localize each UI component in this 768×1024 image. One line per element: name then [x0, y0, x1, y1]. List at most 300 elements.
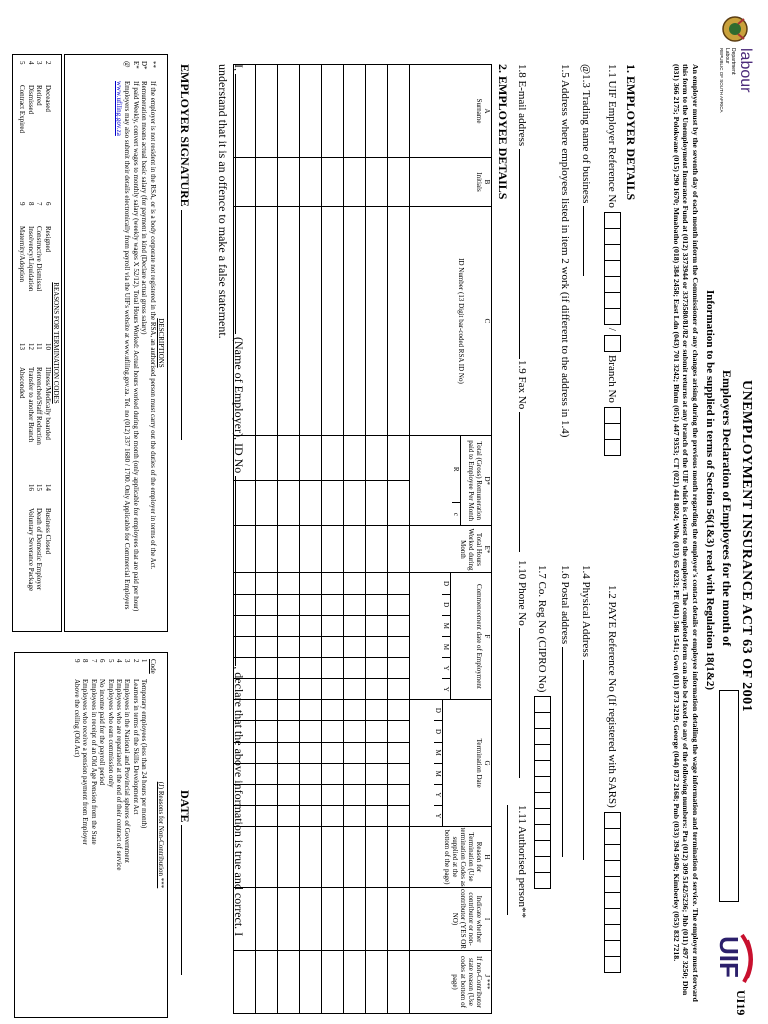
descriptions-title: DESCRIPTIONS [157, 318, 165, 368]
description-item [148, 61, 156, 625]
subtitle: Information to be supplied in terms of Section 56(1&3) read with Regulation 18(1&2) [704, 290, 716, 691]
termination-code-text: Business Closed [43, 508, 52, 555]
employee-cell[interactable] [300, 207, 322, 436]
physical-address-input[interactable] [583, 660, 584, 860]
termination-codes-grid [18, 61, 52, 625]
termination-code-text: Retrenched/Staff Reduction [35, 367, 44, 445]
termination-code-text: Contract Expired [18, 85, 27, 134]
employee-cell[interactable] [300, 700, 322, 721]
declaration-i: I, [232, 64, 246, 71]
employee-cell[interactable] [300, 763, 322, 784]
employee-cell[interactable] [256, 888, 278, 951]
employee-cell[interactable] [388, 65, 410, 158]
employee-cell[interactable] [256, 594, 278, 615]
employee-cell[interactable] [300, 158, 322, 207]
employee-cell[interactable] [278, 207, 300, 436]
noncontrib-code [106, 659, 114, 1011]
employee-cell[interactable] [256, 436, 278, 481]
employer-name-input[interactable] [235, 74, 236, 334]
employee-cell[interactable] [278, 658, 300, 679]
termination-code-number: 3 [35, 61, 44, 65]
branch-boxes[interactable] [604, 407, 621, 455]
description-mark: E* [131, 61, 140, 69]
termination-code-text: Absconded [18, 367, 27, 399]
uif-ref-slash: / [606, 327, 619, 331]
descriptions-list [115, 61, 157, 625]
physical-address-label: 1.4 Physical Address [580, 565, 592, 657]
noncontrib-code-text: Employees who receive a pension payment from Employer [81, 679, 90, 845]
employee-cell[interactable] [322, 721, 344, 742]
employee-cell[interactable] [388, 784, 410, 805]
noncontrib-code-text: No income paid for the payroll period [98, 679, 107, 786]
uif-logo-text: UIF [714, 936, 744, 978]
labour-logo-sub2: Labour [724, 48, 730, 64]
employee-cell[interactable] [322, 827, 344, 888]
employee-cell[interactable] [256, 526, 278, 573]
noncontrib-code-number: 1 [140, 659, 149, 663]
col-hours-header: E* Total Hours Worked during Month [410, 526, 492, 573]
noncontrib-code [89, 659, 97, 1011]
employee-cell[interactable] [300, 721, 322, 742]
employee-cell[interactable] [300, 827, 322, 888]
employee-cell[interactable] [388, 615, 410, 636]
employee-cell[interactable] [388, 827, 410, 888]
employee-cell[interactable] [278, 763, 300, 784]
employee-cell[interactable] [322, 615, 344, 636]
col-contributor-header: I Indicate whether contributor or non-contributor (YES OR NO) [410, 888, 492, 951]
phone-input[interactable] [519, 628, 520, 778]
employee-cell[interactable] [344, 615, 366, 636]
employee-cell[interactable] [344, 436, 366, 481]
employer-id-input[interactable] [235, 476, 236, 666]
col-initials-header: B Initials [410, 158, 492, 207]
branch-label: Branch No [606, 354, 619, 403]
employee-cell[interactable] [344, 721, 366, 742]
employee-cell[interactable] [388, 742, 410, 763]
email-label: 1.8 E-mail address [516, 64, 528, 147]
employee-cell[interactable] [256, 805, 278, 826]
employee-row [300, 65, 322, 1014]
employee-cell[interactable] [322, 65, 344, 158]
employee-heading: 2. EMPLOYEE DETAILS [496, 64, 510, 200]
employee-cell[interactable] [344, 636, 366, 657]
employee-cell[interactable] [278, 481, 300, 526]
row-1-2 [604, 585, 621, 972]
noncontrib-code-text: Employees in receipt of an Old Age Pension from the State [89, 679, 98, 845]
employee-cell[interactable] [344, 679, 366, 700]
ufiling-link[interactable]: www.ufiling.gov.za [114, 81, 123, 136]
authorised-input[interactable] [507, 805, 508, 915]
termination-code [35, 343, 43, 484]
description-item [123, 61, 131, 625]
employee-cell[interactable] [278, 594, 300, 615]
employee-cell[interactable] [388, 207, 410, 436]
employee-table-body [234, 65, 410, 1014]
employee-cell[interactable] [322, 481, 344, 526]
employee-cell[interactable] [322, 888, 344, 951]
employee-cell[interactable] [278, 636, 300, 657]
employee-cell[interactable] [366, 742, 388, 763]
employee-cell[interactable] [278, 65, 300, 158]
employee-cell[interactable] [278, 784, 300, 805]
employee-cell[interactable] [388, 700, 410, 721]
employee-cell[interactable] [366, 763, 388, 784]
description-mark: ** [148, 61, 157, 68]
paye-boxes[interactable] [604, 812, 621, 972]
employee-table [233, 64, 492, 1014]
employee-cell[interactable] [388, 888, 410, 951]
termination-code-text: Deceased [43, 85, 52, 112]
employee-cell[interactable] [300, 615, 322, 636]
employee-cell[interactable] [388, 436, 410, 481]
employee-cell[interactable] [300, 573, 322, 594]
employee-cell[interactable] [256, 481, 278, 526]
paye-label: 1.2 PAYE Reference No (If registered with SARS) [606, 585, 619, 808]
employee-cell[interactable] [256, 636, 278, 657]
termination-code-text: Constructive Dismissal [35, 226, 44, 292]
employee-cell[interactable] [256, 65, 278, 158]
employee-cell[interactable] [322, 763, 344, 784]
col-termination-header: G Termination Date D D M M Y Y [410, 700, 492, 827]
employee-cell[interactable] [322, 784, 344, 805]
act-title: UNEMPLOYMENT INSURANCE ACT 63 OF 2001 [739, 380, 754, 713]
termination-code-text: Dismissed [26, 85, 35, 115]
employee-cell[interactable] [300, 805, 322, 826]
employee-cell[interactable] [322, 207, 344, 436]
phone-label: 1.10 Phone No [516, 560, 528, 626]
employee-cell[interactable] [300, 594, 322, 615]
noncontrib-code-text: Learners in terms of the Skills Development Act [131, 679, 140, 815]
noncontrib-code-number: 4 [114, 659, 123, 663]
employee-cell[interactable] [366, 784, 388, 805]
postal-address-row [559, 565, 571, 857]
authorised-label: 1.11 Authorised person** [516, 805, 528, 918]
employee-cell[interactable] [344, 951, 366, 1014]
termination-code-number: 12 [26, 343, 35, 350]
termination-code-number: 7 [35, 202, 44, 206]
noncontrib-code-number: 9 [72, 659, 81, 663]
employee-cell[interactable] [366, 573, 388, 594]
noncontrib-code [140, 659, 148, 1011]
termination-codes-box [12, 54, 62, 632]
description-text: If the employer is not resident in the RSA, or is a body corporate not registered in the RSA, an authorised person must carry out the duties of the employer in terms of the Act. [148, 81, 157, 570]
noncontrib-box [14, 652, 168, 1018]
employee-cell[interactable] [278, 573, 300, 594]
employee-cell[interactable] [344, 742, 366, 763]
declaration-line1 [231, 64, 246, 1024]
termination-code [18, 61, 26, 202]
termination-code-text: Maternity/Adoption [18, 226, 27, 282]
noncontrib-code-text: Employees in the National and Provincial spheres of Government [123, 679, 132, 863]
employee-cell[interactable] [344, 481, 366, 526]
employee-cell[interactable] [344, 526, 366, 573]
noncontrib-code [73, 659, 81, 1011]
col-reason-header: H Reason for Termination (Use termination Codes as supplied at the bottom of the page) [410, 827, 492, 888]
termination-code-text: Voluntary Severance Package [26, 508, 35, 592]
employee-cell[interactable] [256, 615, 278, 636]
termination-code-number: 4 [26, 61, 35, 65]
termination-code [43, 343, 51, 484]
description-text: If paid Weekly, convert wages to monthly salary (weekly wages X 52/12). Total Hours Worked: Actual hours worked during the month (only applicable for employees that are paid per hour) [131, 81, 140, 612]
termination-code-text: Retired [35, 85, 44, 106]
employee-cell[interactable] [322, 742, 344, 763]
employee-cell[interactable] [344, 805, 366, 826]
declaration-name-label: (Name of Employer), ID No [232, 337, 246, 474]
employee-cell[interactable] [344, 827, 366, 888]
employee-cell[interactable] [366, 158, 388, 207]
termination-code-text: Illness/Medically boarded [43, 367, 52, 440]
work-address-row [559, 64, 571, 437]
employee-cell[interactable] [256, 763, 278, 784]
employee-cell[interactable] [344, 158, 366, 207]
co-reg-boxes[interactable] [534, 696, 551, 888]
employee-cell[interactable] [366, 526, 388, 573]
employee-cell[interactable] [344, 207, 366, 436]
employee-cell[interactable] [344, 594, 366, 615]
employee-cell[interactable] [366, 658, 388, 679]
date-row [177, 790, 192, 975]
employee-cell[interactable] [256, 721, 278, 742]
noncontrib-code-text: Above the ceiling (Old Act) [72, 679, 81, 758]
employee-cell[interactable] [256, 700, 278, 721]
employee-cell[interactable] [388, 658, 410, 679]
fax-input[interactable] [519, 412, 520, 552]
termination-code [43, 484, 51, 625]
employee-cell[interactable] [388, 721, 410, 742]
employee-cell[interactable] [322, 700, 344, 721]
employee-row [322, 65, 344, 1014]
form-title: Employers Declaration of Employees for the month of [720, 370, 734, 647]
employee-cell[interactable] [300, 636, 322, 657]
employee-cell[interactable] [300, 784, 322, 805]
termination-code-number: 6 [43, 202, 52, 206]
uif-ref-check-box[interactable] [604, 335, 621, 351]
employee-cell[interactable] [256, 951, 278, 1014]
termination-code [35, 202, 43, 343]
uif-ref-boxes[interactable] [604, 212, 621, 324]
employee-cell[interactable] [366, 679, 388, 700]
employee-cell[interactable] [366, 207, 388, 436]
employee-cell[interactable] [300, 65, 322, 158]
employee-cell[interactable] [300, 888, 322, 951]
noncontrib-code [81, 659, 89, 1011]
termination-code [26, 343, 34, 484]
employee-cell[interactable] [278, 615, 300, 636]
noncontrib-code-text: Employees who earn commission only [106, 679, 115, 788]
description-text: Remuneration means actual basic salary (for payment in kind (Declare actual gross salary) [140, 81, 149, 335]
noncontrib-code [98, 659, 106, 1011]
employee-cell[interactable] [278, 526, 300, 573]
noncontrib-code-text: Employees who are repatriated at the end of their contract of service [114, 679, 123, 871]
col-noncontrib-header: J *** If non-Contributor state reason (Use codes at bottom of page) [410, 951, 492, 1014]
month-field[interactable] [719, 690, 739, 902]
co-reg-label: 1.7 Co. Reg No (CIPRO No) [536, 565, 549, 693]
employee-cell[interactable] [322, 679, 344, 700]
termination-code-number: 9 [18, 202, 27, 206]
employee-cell[interactable] [366, 951, 388, 1014]
employee-cell[interactable] [300, 679, 322, 700]
description-item [140, 61, 148, 625]
noncontrib-code-number: 6 [98, 659, 107, 663]
description-mark: @ [123, 61, 132, 68]
employee-cell[interactable] [278, 951, 300, 1014]
employee-cell[interactable] [388, 594, 410, 615]
employee-cell[interactable] [300, 526, 322, 573]
termination-code-number: 2 [43, 61, 52, 65]
employee-cell[interactable] [366, 481, 388, 526]
employee-cell[interactable] [256, 679, 278, 700]
coat-of-arms-icon [720, 14, 750, 44]
noncontrib-title: (J) Reasons for Non-Contribution *** [157, 781, 165, 889]
intro-text: An employer must by the seventh day of each month inform the Commissioner of any changes arising during the previous month regarding the employer's contact details or employee information detailing the wage information and termination of service. The employer must forward this form to the Unemployment Insurance Fund at (012) 3373944 or 3373580/81/82 or submit returns at any branch of the UIF which is closest to the employer. The completed form can also be faxed to any of the following numbers: Pta (012) 309 5142/5236; Jhb (011) 497 3250; Dbn (031) 366 2175; Polokwane (015) 290 1670; Mmabatho (018) 384 2458; East Ldn (043) 701 3242; Bfntn (051) 447 9353; CT (021) 441 8024; Wbk (013) 65 0233; PE (041) 586 1541; Gwn (011) 873 3219; George (044) 873 2168; Pmb (033) 394 5049; Kimberley (053) 832 7218. [672, 64, 700, 1002]
email-input[interactable] [519, 149, 520, 359]
employee-cell[interactable] [388, 636, 410, 657]
employee-cell[interactable] [322, 436, 344, 481]
co-reg-row [534, 565, 551, 888]
noncontrib-code-text: Temporary employees (less than 24 hours per month) [140, 679, 149, 829]
employee-cell[interactable] [344, 573, 366, 594]
employee-cell[interactable] [278, 436, 300, 481]
noncontrib-code [115, 659, 123, 1011]
employee-cell[interactable] [366, 436, 388, 481]
labour-logo-word: labour [737, 48, 754, 93]
labour-logo [719, 48, 754, 128]
employee-cell[interactable] [366, 615, 388, 636]
labour-logo-sub1: Department: [730, 48, 736, 76]
termination-code-number: 10 [43, 343, 52, 350]
termination-code-text: Resigned [43, 226, 52, 253]
trading-name-label: @1.3 Trading name of business [580, 64, 592, 204]
employee-cell[interactable] [388, 951, 410, 1014]
noncontrib-code [123, 659, 131, 1011]
employee-cell[interactable] [256, 158, 278, 207]
termination-code [43, 61, 51, 202]
trading-name-input[interactable] [583, 206, 584, 276]
employee-cell[interactable] [388, 526, 410, 573]
employee-cell[interactable] [388, 158, 410, 207]
trading-name-row [580, 64, 592, 276]
termination-code-number: 13 [18, 343, 27, 350]
employee-cell[interactable] [256, 784, 278, 805]
employee-cell[interactable] [256, 827, 278, 888]
employee-cell[interactable] [300, 951, 322, 1014]
postal-address-input[interactable] [562, 647, 563, 857]
employee-row [344, 65, 366, 1014]
termination-code-number: 8 [26, 202, 35, 206]
employee-cell[interactable] [256, 207, 278, 436]
termination-code-text: Insolvency/Liquidation [26, 226, 35, 292]
termination-code [26, 484, 34, 625]
employee-cell[interactable] [278, 158, 300, 207]
description-item [131, 61, 139, 625]
employee-row [256, 65, 278, 1014]
employee-cell[interactable] [322, 636, 344, 657]
employee-cell[interactable] [256, 573, 278, 594]
employee-cell[interactable] [344, 700, 366, 721]
employee-cell[interactable] [388, 481, 410, 526]
employee-cell[interactable] [344, 784, 366, 805]
postal-address-label: 1.6 Postal address [559, 565, 571, 645]
employee-cell[interactable] [300, 481, 322, 526]
form-code: UI19 [734, 990, 748, 1016]
employee-cell[interactable] [278, 742, 300, 763]
phone-row [516, 560, 528, 778]
employee-cell[interactable] [278, 827, 300, 888]
employee-cell[interactable] [388, 679, 410, 700]
employee-cell[interactable] [366, 65, 388, 158]
employer-heading: 1. EMPLOYER DETAILS [624, 64, 638, 201]
employee-cell[interactable] [388, 573, 410, 594]
employee-cell[interactable] [344, 763, 366, 784]
employee-cell[interactable] [322, 658, 344, 679]
labour-logo-sub3: REPUBLIC OF SOUTH AFRICA [719, 48, 724, 113]
employee-cell[interactable] [300, 658, 322, 679]
employee-cell[interactable] [366, 594, 388, 615]
col-id-header: C ID Number (13 Digit bar-coded RSA ID No) [410, 207, 492, 436]
employee-cell[interactable] [344, 65, 366, 158]
employee-cell[interactable] [322, 951, 344, 1014]
employee-cell[interactable] [366, 636, 388, 657]
physical-address-row [580, 565, 592, 860]
employee-cell[interactable] [256, 658, 278, 679]
noncontrib-code-number: 5 [106, 659, 115, 663]
employee-cell[interactable] [322, 594, 344, 615]
termination-code-text: Transfer to another Branch [26, 367, 35, 443]
employee-cell[interactable] [388, 763, 410, 784]
date-label: DATE [178, 790, 192, 823]
employee-cell[interactable] [300, 742, 322, 763]
employee-cell[interactable] [366, 721, 388, 742]
declaration-line2: understand that it is an offence to make a false statement. [216, 64, 230, 339]
employee-cell[interactable] [278, 700, 300, 721]
employee-cell[interactable] [366, 805, 388, 826]
employee-cell[interactable] [256, 742, 278, 763]
employee-cell[interactable] [366, 700, 388, 721]
employee-cell[interactable] [344, 888, 366, 951]
employee-cell[interactable] [300, 436, 322, 481]
employee-cell[interactable] [322, 573, 344, 594]
noncontrib-code-number: 3 [123, 659, 132, 663]
employee-cell[interactable] [322, 158, 344, 207]
termination-code-number: 16 [26, 484, 35, 491]
employee-cell[interactable] [278, 679, 300, 700]
employee-cell[interactable] [322, 805, 344, 826]
employee-cell[interactable] [278, 888, 300, 951]
noncontrib-code [131, 659, 139, 1011]
employee-cell[interactable] [278, 805, 300, 826]
noncontrib-list [73, 659, 149, 1011]
authorised-row [504, 805, 528, 1024]
date-input[interactable] [181, 825, 182, 975]
descriptions-box [64, 54, 168, 632]
employee-cell[interactable] [366, 827, 388, 888]
termination-code [43, 202, 51, 343]
uif-logo [710, 930, 760, 985]
noncontrib-code-number: 8 [81, 659, 90, 663]
employee-cell[interactable] [322, 526, 344, 573]
employee-row [366, 65, 388, 1014]
signature-input[interactable] [181, 210, 182, 440]
employee-cell[interactable] [388, 805, 410, 826]
termination-code [35, 484, 43, 625]
employee-cell[interactable] [344, 658, 366, 679]
employee-cell[interactable] [278, 721, 300, 742]
termination-code [18, 343, 26, 484]
fax-row [516, 360, 528, 552]
employee-cell[interactable] [366, 888, 388, 951]
row-1-1 [604, 64, 621, 455]
termination-code-number: 14 [43, 484, 52, 491]
